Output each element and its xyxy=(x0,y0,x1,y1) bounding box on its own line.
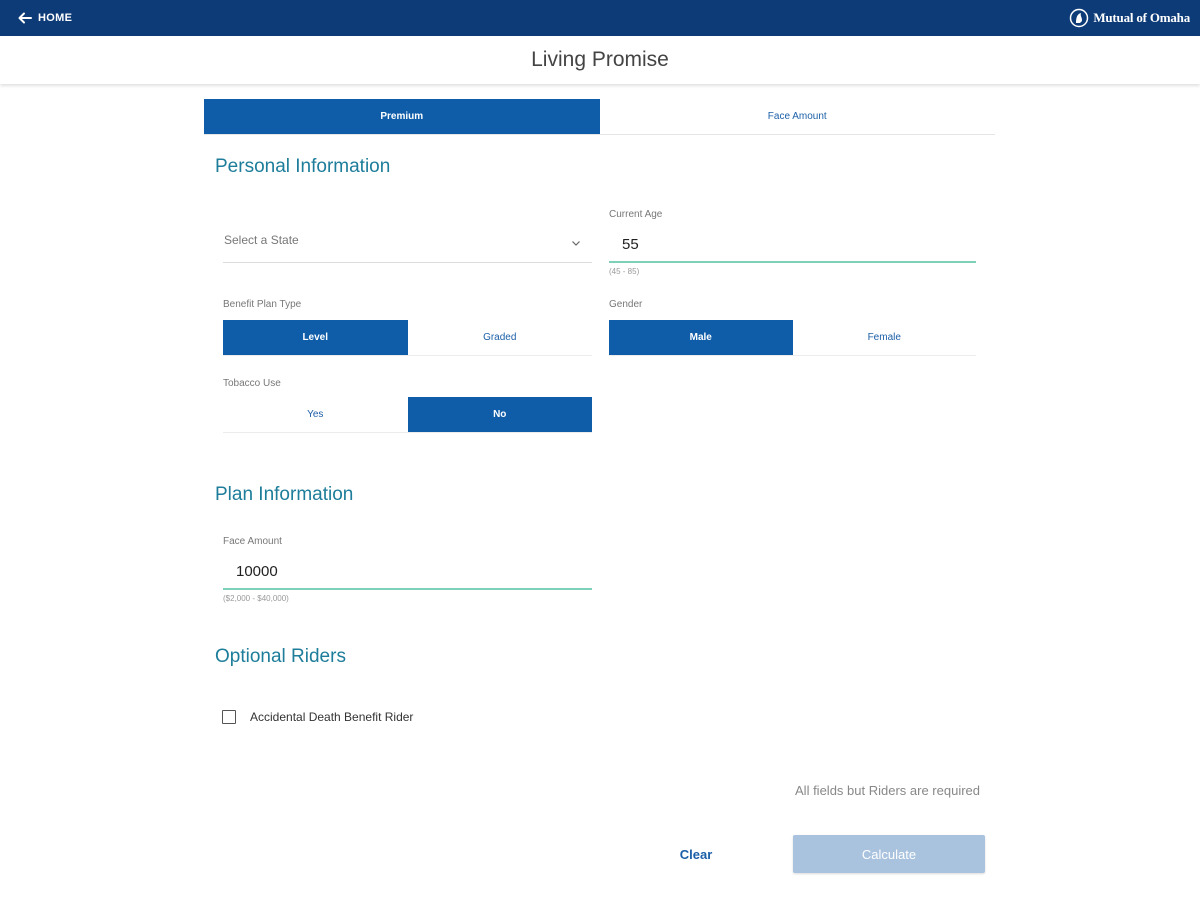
face-amount-label: Face Amount xyxy=(223,536,282,547)
section-title-personal-information: Personal Information xyxy=(215,156,391,177)
checkbox-unchecked-icon[interactable] xyxy=(222,710,236,724)
accidental-death-rider-label: Accidental Death Benefit Rider xyxy=(250,710,414,724)
clear-button[interactable]: Clear xyxy=(679,846,713,862)
section-title-optional-riders: Optional Riders xyxy=(215,646,346,667)
current-age-value: 55 xyxy=(622,236,639,253)
brand-logo xyxy=(1069,0,1190,36)
brand-name: Mutual of Omaha xyxy=(1093,10,1190,25)
face-amount-input[interactable] xyxy=(223,558,592,590)
gender-male-option[interactable]: Male xyxy=(609,320,793,355)
required-fields-note: All fields but Riders are required xyxy=(795,783,980,798)
gender-toggle xyxy=(609,320,976,356)
current-age-input[interactable] xyxy=(609,231,976,263)
tobacco-use-toggle xyxy=(223,397,592,433)
current-age-label: Current Age xyxy=(609,209,663,220)
benefit-plan-graded-option[interactable]: Graded xyxy=(408,320,593,355)
top-app-bar xyxy=(0,0,1200,36)
home-label: HOME xyxy=(38,12,73,24)
home-button[interactable] xyxy=(18,0,72,36)
title-bar xyxy=(0,36,1200,84)
state-select-placeholder: Select a State xyxy=(224,233,299,247)
tobacco-yes-option[interactable]: Yes xyxy=(223,397,408,432)
state-select[interactable] xyxy=(223,222,592,263)
benefit-plan-type-label: Benefit Plan Type xyxy=(223,299,302,310)
tab-premium[interactable]: Premium xyxy=(204,99,600,134)
calculate-button[interactable]: Calculate xyxy=(793,835,985,873)
gender-female-option[interactable]: Female xyxy=(793,320,977,355)
gender-label: Gender xyxy=(609,299,643,310)
face-amount-value: 10000 xyxy=(236,563,278,580)
tobacco-use-label: Tobacco Use xyxy=(223,378,281,389)
section-title-plan-information: Plan Information xyxy=(215,484,354,505)
chevron-down-icon xyxy=(572,241,580,246)
page-title: Living Promise xyxy=(531,48,669,71)
brand-indian-head-icon xyxy=(1069,8,1089,28)
benefit-plan-type-toggle xyxy=(223,320,592,356)
calculator-tabs xyxy=(204,99,995,135)
face-amount-range: ($2,000 - $40,000) xyxy=(223,594,289,603)
tab-face-amount[interactable]: Face Amount xyxy=(600,99,996,134)
current-age-range: (45 - 85) xyxy=(609,267,640,276)
benefit-plan-level-option[interactable]: Level xyxy=(223,320,408,355)
arrow-left-icon xyxy=(18,11,32,25)
accidental-death-rider-checkbox[interactable] xyxy=(222,710,413,724)
tobacco-no-option[interactable]: No xyxy=(408,397,593,432)
